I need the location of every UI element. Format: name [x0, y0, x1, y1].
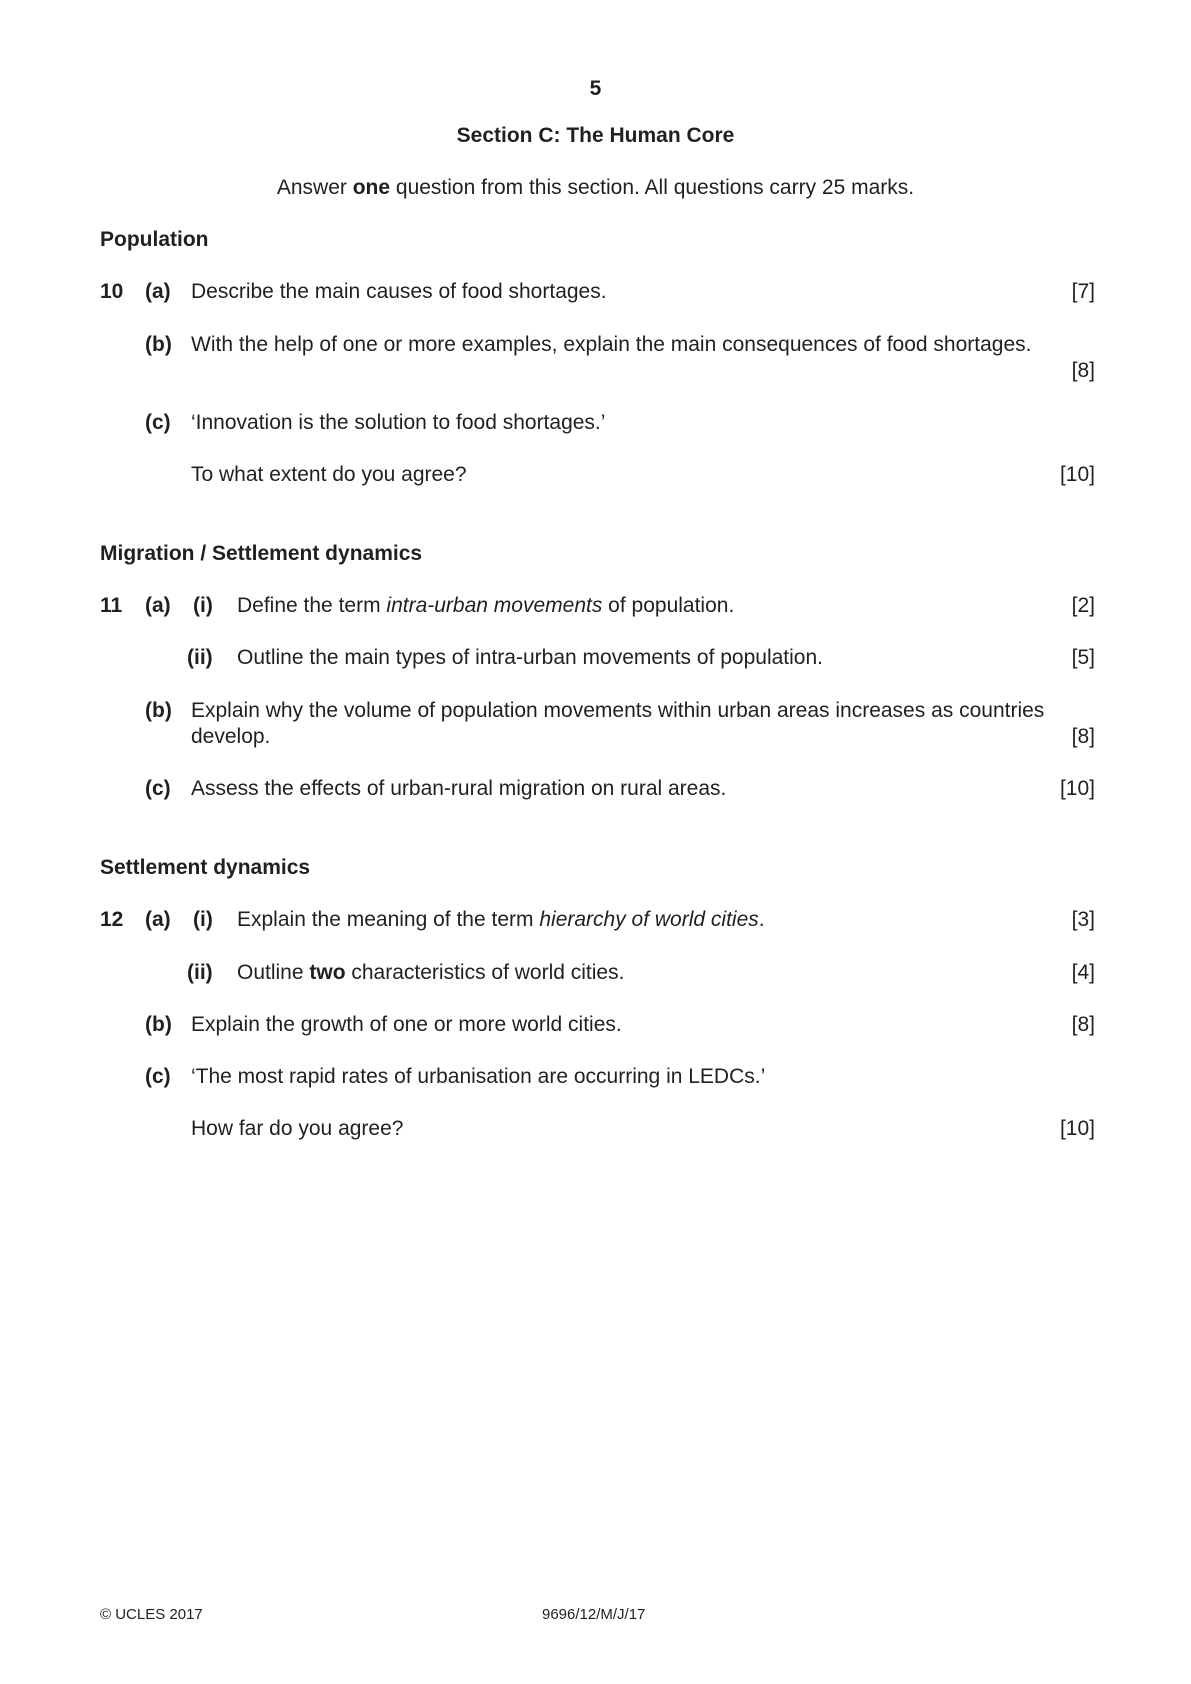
question-number: 10: [100, 280, 124, 303]
mark-allocation: [8]: [1071, 1013, 1095, 1036]
instructions-pre: Answer: [276, 176, 353, 199]
text-pre: Explain the meaning of the term: [237, 908, 540, 931]
term-italic: intra-urban movements: [386, 594, 603, 617]
text-pre: Define the term: [237, 594, 387, 617]
instructions-bold: one: [352, 176, 391, 199]
mark-allocation: [4]: [1071, 961, 1095, 984]
topic-heading-settlement: Settlement dynamics: [100, 856, 311, 879]
question-text: How far do you agree?: [191, 1117, 404, 1140]
mark-allocation: [10]: [1059, 463, 1095, 486]
mark-allocation: [10]: [1059, 777, 1095, 800]
question-text: Explain the growth of one or more world cities.: [191, 1013, 622, 1036]
text-post: .: [758, 908, 765, 931]
text-post: of population.: [602, 594, 735, 617]
mark-allocation: [8]: [1071, 359, 1095, 382]
instructions: [0, 175, 1191, 201]
mark-allocation: [2]: [1071, 594, 1095, 617]
question-text: Assess the effects of urban-rural migration on rural areas.: [191, 777, 727, 800]
topic-heading-population: Population: [100, 228, 209, 251]
part-label: (b): [145, 699, 172, 722]
question-number: 12: [100, 908, 124, 931]
question-text: Describe the main causes of food shortages.: [191, 280, 607, 303]
question-text: With the help of one or more examples, explain the main consequences of food shortages.: [191, 333, 1032, 356]
mark-allocation: [5]: [1071, 646, 1095, 669]
text-pre: Outline: [237, 961, 310, 984]
mark-allocation: [7]: [1071, 280, 1095, 303]
paper-code: 9696/12/M/J/17: [542, 1606, 646, 1623]
mark-allocation: [10]: [1059, 1117, 1095, 1140]
mark-allocation: [3]: [1071, 908, 1095, 931]
subpart-label: (i): [193, 594, 213, 617]
subpart-label: (ii): [187, 646, 213, 669]
question-text: [237, 960, 624, 986]
topic-heading-migration: Migration / Settlement dynamics: [100, 542, 423, 565]
subpart-label: (i): [193, 908, 213, 931]
question-text: To what extent do you agree?: [191, 463, 467, 486]
part-label: (a): [145, 280, 171, 303]
instructions-post: question from this section. All questions carry 25 marks.: [390, 176, 915, 199]
text-bold: two: [309, 961, 346, 984]
page-number: 5: [589, 77, 602, 100]
text-post: characteristics of world cities.: [345, 961, 625, 984]
question-text: ‘Innovation is the solution to food shortages.’: [191, 411, 606, 434]
subpart-label: (ii): [187, 961, 213, 984]
part-label: (b): [145, 1013, 172, 1036]
mark-allocation: [8]: [1071, 725, 1095, 748]
question-text: ‘The most rapid rates of urbanisation are occurring in LEDCs.’: [191, 1065, 766, 1088]
question-number: 11: [100, 594, 123, 617]
part-label: (b): [145, 333, 172, 356]
part-label: (c): [145, 777, 171, 800]
question-text: [237, 593, 734, 619]
question-text: develop.: [191, 725, 271, 748]
part-label: (c): [145, 411, 171, 434]
part-label: (a): [145, 594, 171, 617]
part-label: (c): [145, 1065, 171, 1088]
copyright: © UCLES 2017: [100, 1606, 203, 1623]
question-text: [237, 907, 765, 933]
question-text: Explain why the volume of population movements within urban areas increases as countries: [191, 699, 1045, 722]
part-label: (a): [145, 908, 171, 931]
section-title: Section C: The Human Core: [456, 124, 735, 147]
question-text: Outline the main types of intra-urban movements of population.: [237, 646, 823, 669]
term-italic: hierarchy of world cities: [539, 908, 759, 931]
